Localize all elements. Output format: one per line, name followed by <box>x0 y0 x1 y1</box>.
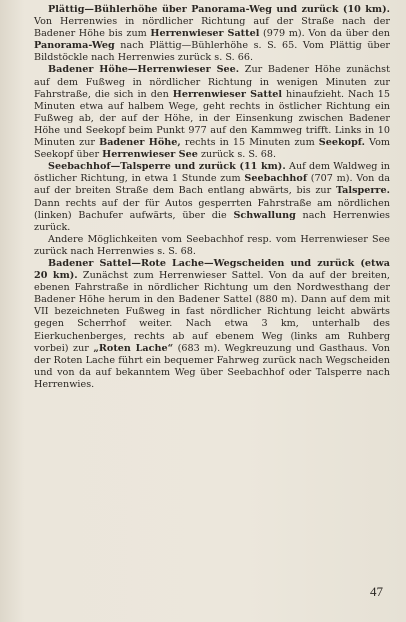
route-paragraph-other-options <box>34 234 390 258</box>
text-run: rechts in 15 Minuten zum <box>180 137 319 149</box>
bold-run: „Roten Lache“ <box>93 342 174 354</box>
bold-run: Seekopf. <box>318 137 365 149</box>
route-paragraph-rote-lache <box>34 258 390 391</box>
bold-run: Seebachhof—Talsperre und zurück (11 km). <box>48 161 286 173</box>
route-paragraph-badener-hoehe <box>34 64 390 161</box>
text-run: nach Plättig—Bühlerhöhe s. S. 65. Vom Plättig über Bildstöckle nach Herrenwies zurück s. S. 66. <box>34 40 390 64</box>
bold-run: Plättig—Bühlerhöhe über Panorama-Weg und zurück (10 km). <box>48 4 390 15</box>
bold-run: Herrenwieser Sattel <box>150 28 260 40</box>
bold-run: Seebachhof <box>244 173 307 185</box>
text-run: Von Herrenwies in nördlicher Richtung auf der Straße nach der Badener Höhe bis zum <box>34 16 390 40</box>
text-run: (979 m). Von da über den <box>259 28 391 40</box>
bold-run: Talsperre. <box>335 185 390 197</box>
text-run: Andere Möglichkeiten vom Seebachhof resp. vom Herrenwieser See zurück nach Herrenwies s. S. 68. <box>34 233 390 257</box>
text-run: zurück s. S. 68. <box>197 149 277 161</box>
text-run: (683 m). Wegkreuzung und Gasthaus. Von der Roten Lache führt ein bequemer Fahrweg zurück nach Wegscheiden und von da auf bekanntem Weg über Seebachhof oder Talsperre nach Herrenwies. <box>34 342 391 390</box>
bold-run: Panorama-Weg <box>34 40 115 52</box>
text-run: nach Herrenwies zurück. <box>34 209 390 233</box>
page-number: 47 <box>370 584 383 599</box>
text-run: Auf dem Waldweg in östlicher Richtung, in etwa 1 Stunde zum <box>34 161 391 185</box>
bold-run: Badener Höhe—Herrenwieser See. <box>48 64 240 76</box>
text-run: (707 m). Von da auf der breiten Straße dem Bach entlang abwärts, bis zur <box>34 173 391 197</box>
text-run: Dann rechts auf der für Autos gesperrten Fahrstraße am nördlichen (linken) Bachufer aufwärts, über die <box>34 197 390 221</box>
text-run: Vom Seekopf über <box>34 137 390 161</box>
bold-run: Herrenwieser Sattel <box>172 88 283 100</box>
bold-run: Schwallung <box>233 209 296 221</box>
route-paragraph-plaettig <box>34 4 390 64</box>
bold-run: Badener Sattel—Rote Lache—Wegscheiden und zurück (etwa 20 km). <box>34 257 390 282</box>
bold-run: Herrenwieser See <box>102 149 198 161</box>
text-run: hinaufzieht. Nach 15 Minuten etwa auf halbem Wege, geht rechts in östlicher Richtung ein Fußweg ab, der auf der Höhe, in der Einsenkung zwischen Badener Höhe und Seekopf beim Punkt 977 auf den Kammweg trifft. Links in 10 Minuten zur <box>34 88 390 149</box>
route-paragraph-seebachhof <box>34 161 390 234</box>
text-run: Zunächst zum Herrenwieser Sattel. Von da auf der breiten, ebenen Fahrstraße in nördlicher Richtung um den Nordwesthang der Badener Höhe herum in den Badener Sattel (880 m). Dann auf dem mit VII bezeichneten Fußweg in fast nördlicher Richtung leicht abwärts gegen Scherrhof weiter. Nach etwa 3 km, unterhalb des Eierkuchenberges, rechts ab auf ebenem Weg (links am Ruhberg vorbei) zur <box>34 270 390 354</box>
page-text <box>34 4 390 391</box>
text-run: Zur Badener Höhe zunächst auf dem Fußweg in nördlicher Richtung in wenigen Minuten zur Fahrstraße, die sich in den <box>34 64 390 100</box>
bold-run: Badener Höhe, <box>99 137 181 149</box>
